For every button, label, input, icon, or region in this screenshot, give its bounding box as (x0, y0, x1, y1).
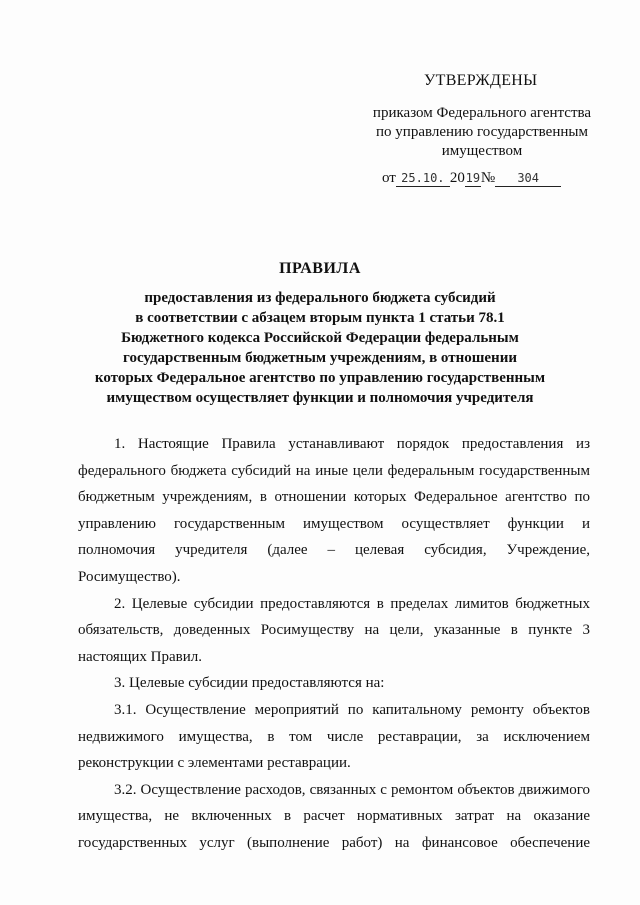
subtitle-line: предоставления из федерального бюджета субсидий (144, 290, 496, 306)
paragraph-3-2: 3.2. Осуществление расходов, связанных с ремонтом объектов движимого имущества, не включенных в расчет нормативных затрат на оказание государственных услуг (выполнение работ) на финансовое обеспечение (78, 781, 590, 851)
document-title: ПРАВИЛА (279, 260, 361, 277)
approval-line: имуществом (441, 143, 523, 159)
approval-text (362, 104, 602, 161)
date-prefix: от (382, 170, 396, 186)
approval-line: приказом Федерального агентства (372, 105, 592, 121)
order-number-field: 304 (495, 170, 561, 187)
order-date-line (382, 168, 561, 188)
subtitle-line: которых Федеральное агентство по управлению государственным (94, 370, 546, 386)
order-year-field: 19 (465, 171, 481, 185)
subtitle-line: Бюджетного кодекса Российской Федерации федеральным (121, 330, 519, 346)
document-body (78, 431, 590, 857)
year-prefix: 20 (449, 170, 465, 186)
approval-block (362, 70, 602, 161)
paragraph-1: 1. Настоящие Правила устанавливают порядок предоставления из федерального бюджета субсидий на иные цели федеральным государственным бюджетным учреждениям, в отношении которых Федеральное агентство по управлению государственным имуществом осуществляет функции и полномочия учредителя (далее – целевая субсидия, Учреждение, Росимущество). (78, 436, 590, 585)
subtitle-line: государственным бюджетным учреждениям, в отношении (123, 350, 517, 366)
approval-title: УТВЕРЖДЕНЫ (424, 72, 538, 89)
subtitle-line: имуществом осуществляет функции и полномочия учредителя (106, 390, 534, 406)
number-sign: № (480, 170, 496, 186)
approval-line: по управлению государственным (376, 124, 588, 140)
paragraph-2: 2. Целевые субсидии предоставляются в пределах лимитов бюджетных обязательств, доведенных Росимуществу на цели, указанные в пункте 3 настоящих Правил. (78, 595, 590, 665)
subtitle-line: в соответствии с абзацем вторым пункта 1 статьи 78.1 (135, 310, 505, 326)
document-subtitle (80, 288, 560, 408)
paragraph-3-1: 3.1. Осуществление мероприятий по капитальному ремонту объектов недвижимого имущества, в том числе реставрации, за исключением реконструкции с элементами реставрации. (78, 701, 590, 772)
order-date-field: 25.10. (396, 170, 450, 187)
paragraph-3: 3. Целевые субсидии предоставляются на: (114, 675, 385, 692)
